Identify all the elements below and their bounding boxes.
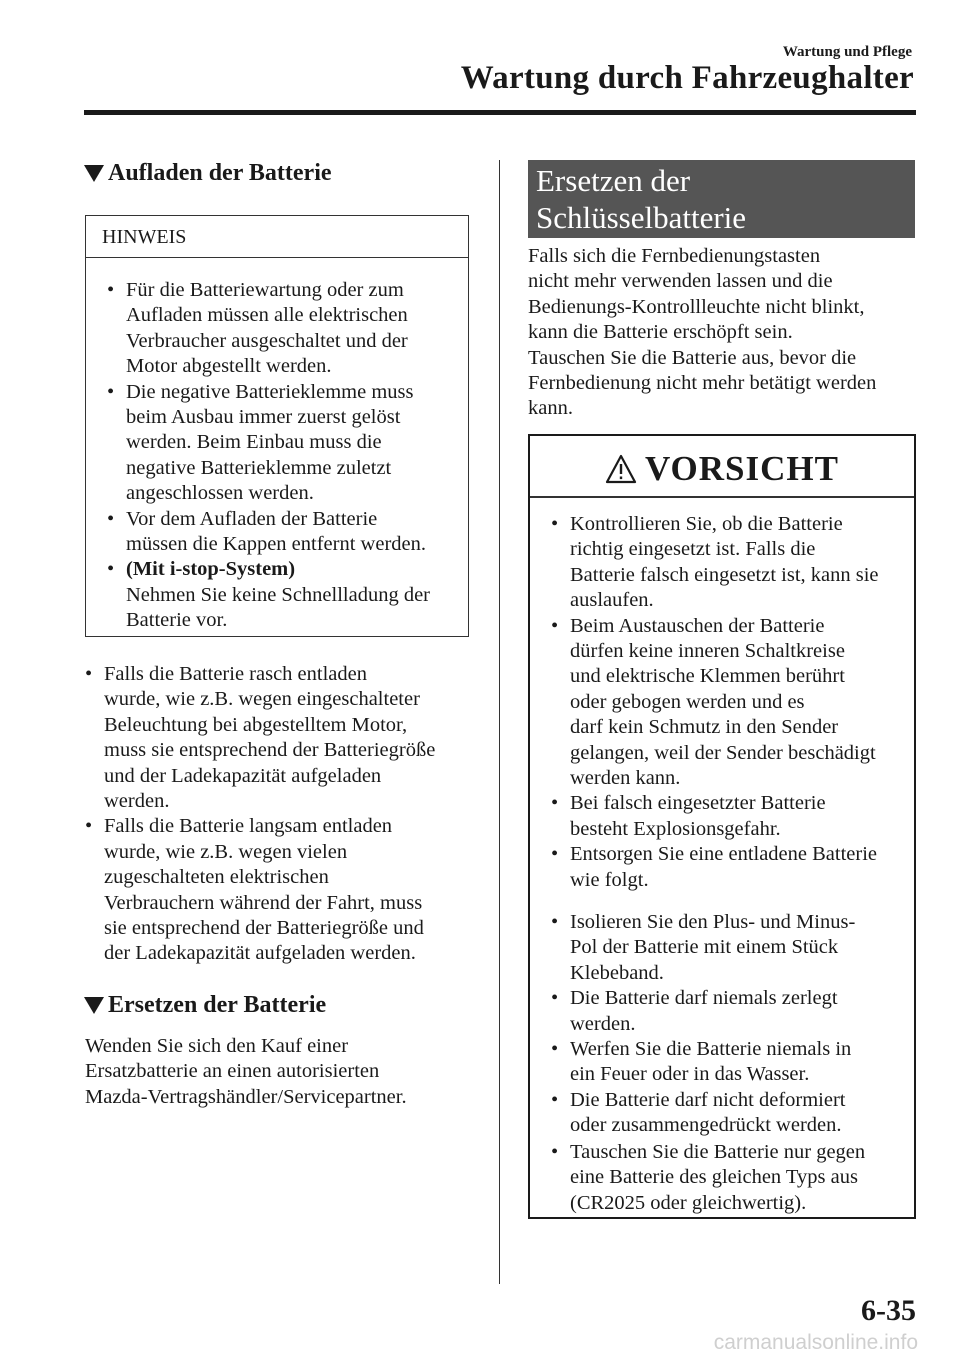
- text-line: Nehmen Sie keine Schnellladung der: [126, 583, 430, 606]
- warning-item: [532, 791, 912, 842]
- key-battery-intro: [528, 244, 918, 422]
- text-line: gelangen, weil der Sender beschädigt: [570, 741, 876, 764]
- text-line: darf kein Schmutz in den Sender: [570, 716, 839, 739]
- text-line: Isolieren Sie den Plus- und Minus-: [570, 911, 856, 933]
- text-line: Die Batterie darf nicht deformiert: [570, 1088, 846, 1111]
- text-line: Falls sich die Fernbedienungstasten: [528, 245, 821, 267]
- text-line: Beim Austauschen der Batterie: [570, 614, 825, 637]
- text-line: Wenden Sie sich den Kauf einer: [85, 1035, 349, 1057]
- warning-item: [532, 842, 912, 893]
- text-line: Mazda-Vertragshändler/Servicepartner.: [85, 1085, 407, 1108]
- text-line: Tauschen Sie die Batterie nur gegen: [570, 1141, 866, 1163]
- warning-sub-list: [532, 910, 912, 1139]
- bullet-icon: •: [551, 843, 559, 866]
- text-line: Werfen Sie die Batterie niemals in: [570, 1038, 852, 1061]
- bullet-icon: •: [85, 663, 93, 685]
- warning-sub-item: [532, 910, 912, 986]
- warning-list: [532, 512, 912, 893]
- text-line: negative Batterieklemme zuletzt: [126, 456, 392, 479]
- text-line: Tauschen Sie die Batterie aus, bevor die: [528, 346, 857, 369]
- text-line: Klebeband.: [570, 961, 664, 984]
- bullet-icon: •: [551, 614, 559, 637]
- text-line: oder gebogen werden und es: [570, 690, 805, 713]
- text-line: nicht mehr verwenden lassen und die: [528, 270, 833, 293]
- text-line: kann die Batterie erschöpft sein.: [528, 321, 793, 344]
- bullet-icon: •: [551, 1088, 559, 1111]
- warning-item: [532, 1140, 912, 1216]
- text-line: Ersatzbatterie an einen autorisierten: [85, 1060, 380, 1083]
- section-heading-charging-text: Aufladen der Batterie: [108, 160, 332, 186]
- replace-paragraph: [85, 1034, 495, 1110]
- text-line: (CR2025 oder gleichwertig).: [570, 1191, 807, 1214]
- text-line: müssen die Kappen entfernt werden.: [126, 533, 426, 556]
- text-line: auslaufen.: [570, 589, 654, 612]
- banner-line: Ersetzen der: [536, 163, 691, 198]
- column-divider: [499, 160, 500, 1284]
- text-line: und der Ladekapazität aufgeladen: [104, 764, 382, 787]
- section-heading-replace: [84, 992, 326, 1019]
- text-line: Bedienungs-Kontrollleuchte nicht blinkt,: [528, 295, 865, 318]
- bullet-icon: •: [551, 792, 559, 815]
- text-line: muss sie entsprechend der Batteriegröße: [104, 739, 436, 762]
- text-line: ein Feuer oder in das Wasser.: [570, 1063, 810, 1086]
- text-line: Kontrollieren Sie, ob die Batterie: [570, 513, 843, 535]
- text-line: sie entsprechend der Batteriegröße und: [104, 917, 424, 940]
- watermark: carmanualsonline.info: [713, 1331, 918, 1354]
- text-line: Verbrauchern während der Fahrt, muss: [104, 891, 423, 914]
- text-line: Pol der Batterie mit einem Stück: [570, 936, 839, 959]
- warning-box: [528, 434, 916, 1219]
- text-line: wie folgt.: [570, 868, 649, 891]
- text-line: Batterie falsch eingesetzt ist, kann sie: [570, 563, 879, 586]
- warning-item: [532, 512, 912, 614]
- section-heading-charging: [84, 160, 332, 187]
- warning-item: [532, 614, 912, 792]
- bullet-icon: •: [107, 279, 115, 301]
- text-line: Motor abgestellt werden.: [126, 355, 332, 378]
- text-line: wurde, wie z.B. wegen eingeschalteter: [104, 688, 420, 711]
- banner-line: Schlüsselbatterie: [536, 200, 747, 235]
- text-line: zugeschalteten elektrischen: [104, 866, 329, 889]
- text-line: eine Batterie des gleichen Typs aus: [570, 1166, 858, 1189]
- page-number: 6-35: [861, 1294, 916, 1327]
- warning-sub-item: [532, 1037, 912, 1088]
- text-line: Für die Batteriewartung oder zum: [126, 279, 404, 301]
- warning-header: [530, 444, 914, 494]
- text-line: richtig eingesetzt ist. Falls die: [570, 538, 816, 561]
- warning-title: VORSICHT: [644, 449, 839, 488]
- key-battery-banner: [528, 160, 915, 238]
- text-line: und elektrische Klemmen berührt: [570, 665, 845, 688]
- warning-sub-item: [532, 1088, 912, 1139]
- header-divider: [84, 110, 916, 115]
- list-item: [66, 814, 486, 966]
- text-line: werden kann.: [570, 767, 681, 790]
- note-item: [88, 380, 466, 507]
- text-line: Entsorgen Sie eine entladene Batterie: [570, 843, 878, 866]
- warning-divider: [530, 496, 914, 498]
- text-line: oder zusammengedrückt werden.: [570, 1114, 842, 1137]
- text-line: dürfen keine inneren Schaltkreise: [570, 640, 845, 663]
- text-line: kann.: [528, 397, 573, 420]
- text-line: Falls die Batterie rasch entladen: [104, 663, 367, 685]
- text-line: wurde, wie z.B. wegen vielen: [104, 840, 348, 863]
- section-heading-replace-text: Ersetzen der Batterie: [108, 992, 327, 1018]
- note-list: [88, 278, 466, 634]
- text-line: werden. Beim Einbau muss die: [126, 431, 382, 454]
- text-line: Die negative Batterieklemme muss: [126, 380, 414, 403]
- text-line: Falls die Batterie langsam entladen: [104, 815, 393, 838]
- bullet-icon: •: [551, 987, 559, 1010]
- text-line: Vor dem Aufladen der Batterie: [126, 507, 378, 530]
- text-line: Batterie vor.: [126, 609, 228, 632]
- bullet-icon: •: [85, 815, 93, 838]
- bullet-icon: •: [107, 558, 115, 581]
- text-line: angeschlossen werden.: [126, 482, 314, 505]
- bullet-icon: •: [551, 911, 559, 933]
- warning-sub-item: [532, 986, 912, 1037]
- note-title: HINWEIS: [102, 226, 187, 248]
- text-line: werden.: [104, 790, 170, 813]
- warning-triangle-icon: [605, 454, 637, 484]
- note-divider: [86, 257, 468, 258]
- note-item: [88, 278, 466, 380]
- bullet-icon: •: [551, 1141, 559, 1163]
- text-line: besteht Explosionsgefahr.: [570, 817, 781, 840]
- bullet-icon: •: [107, 380, 115, 403]
- text-line: der Ladekapazität aufgeladen werden.: [104, 942, 416, 965]
- text-line: Bei falsch eingesetzter Batterie: [570, 792, 826, 815]
- note-item: [88, 557, 466, 633]
- note-item: [88, 507, 466, 558]
- text-line-bold: (Mit i-stop-System): [126, 558, 296, 581]
- page-title: Wartung durch Fahrzeughalter: [460, 60, 914, 96]
- text-line: Die Batterie darf niemals zerlegt: [570, 987, 838, 1010]
- chapter-label: Wartung und Pflege: [782, 44, 912, 60]
- list-item: [66, 662, 486, 814]
- text-line: Fernbedienung nicht mehr betätigt werden: [528, 372, 877, 395]
- warning-final-list: [532, 1140, 912, 1216]
- note-box: [85, 215, 469, 637]
- bullet-icon: •: [551, 513, 559, 535]
- text-line: beim Ausbau immer zuerst gelöst: [126, 406, 401, 429]
- triangle-down-icon: [84, 165, 104, 182]
- text-line: werden.: [570, 1012, 636, 1035]
- bullet-icon: •: [107, 507, 115, 530]
- text-line: Beleuchtung bei abgestelltem Motor,: [104, 713, 408, 736]
- charging-bullet-list: [66, 662, 486, 967]
- text-line: Aufladen müssen alle elektrischen: [126, 304, 408, 327]
- bullet-icon: •: [551, 1038, 559, 1061]
- text-line: Verbraucher ausgeschaltet und der: [126, 329, 408, 352]
- triangle-down-icon: [84, 997, 104, 1014]
